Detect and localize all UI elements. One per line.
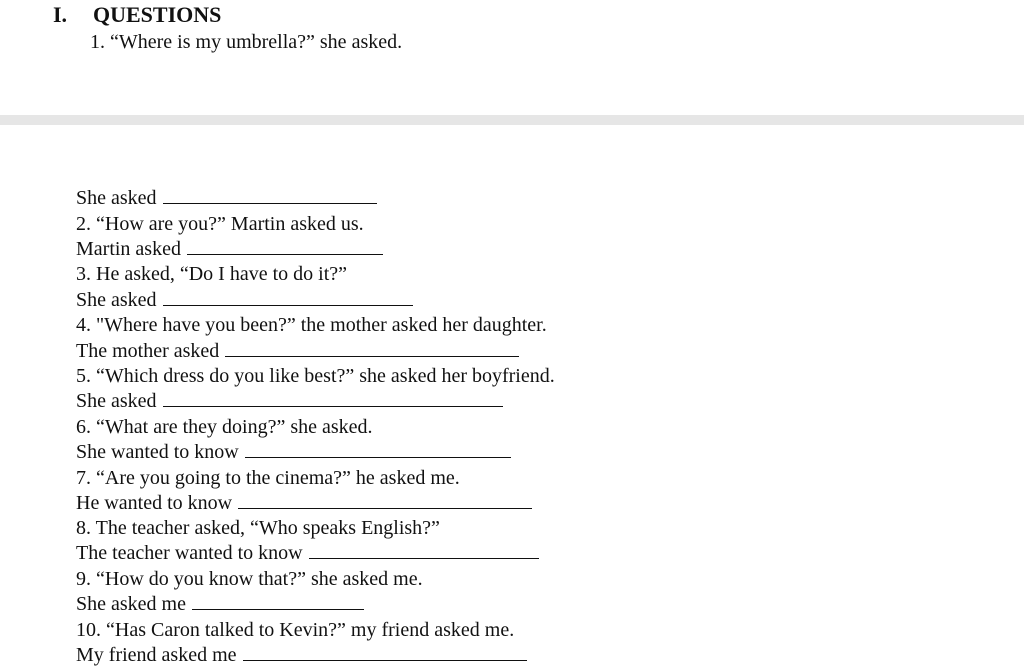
question-9-answer-line [76, 592, 364, 616]
answer-lead: Martin asked [76, 238, 181, 260]
answer-lead: He wanted to know [76, 492, 233, 514]
answer-blank[interactable] [309, 557, 539, 559]
question-8-answer-line [76, 541, 539, 565]
answer-lead: She asked [76, 187, 157, 209]
question-8-prompt: 8. The teacher asked, “Who speaks English?” [76, 517, 440, 539]
question-6-prompt: 6. “What are they doing?” she asked. [76, 416, 373, 438]
question-10-prompt: 10. “Has Caron talked to Kevin?” my friend asked me. [76, 619, 515, 641]
question-1-prompt: 1. “Where is my umbrella?” she asked. [90, 31, 403, 53]
answer-blank[interactable] [238, 507, 532, 509]
answer-lead: She asked [76, 390, 157, 412]
answer-lead: My friend asked me [76, 644, 237, 666]
question-3-answer-line [76, 288, 413, 312]
answer-blank[interactable] [192, 608, 364, 610]
question-6-answer-line [76, 440, 511, 464]
question-3-prompt: 3. He asked, “Do I have to do it?” [76, 263, 348, 285]
answer-lead: The mother asked [76, 340, 220, 362]
question-7-answer-line [76, 491, 532, 515]
question-5-answer-line [76, 389, 503, 413]
answer-blank[interactable] [163, 202, 377, 204]
question-4-prompt: 4. "Where have you been?” the mother asked her daughter. [76, 314, 547, 336]
page-divider [0, 115, 1024, 125]
question-2-prompt: 2. “How are you?” Martin asked us. [76, 213, 364, 235]
answer-lead: She wanted to know [76, 441, 239, 463]
question-7-prompt: 7. “Are you going to the cinema?” he asked me. [76, 467, 460, 489]
answer-blank[interactable] [225, 355, 519, 357]
answer-blank[interactable] [245, 456, 511, 458]
section-number: I. [53, 2, 68, 27]
answer-blank[interactable] [187, 253, 383, 255]
section-heading [53, 2, 221, 28]
question-5-prompt: 5. “Which dress do you like best?” she asked her boyfriend. [76, 365, 555, 387]
answer-blank[interactable] [243, 659, 527, 661]
answer-lead: The teacher wanted to know [76, 542, 303, 564]
section-title: QUESTIONS [93, 2, 222, 27]
question-1-answer-line [76, 186, 377, 210]
answer-blank[interactable] [163, 304, 413, 306]
question-4-answer-line [76, 339, 519, 363]
answer-lead: She asked me [76, 593, 186, 615]
question-9-prompt: 9. “How do you know that?” she asked me. [76, 568, 423, 590]
question-2-answer-line [76, 237, 383, 261]
answer-lead: She asked [76, 289, 157, 311]
question-10-answer-line [76, 643, 527, 667]
answer-blank[interactable] [163, 405, 503, 407]
